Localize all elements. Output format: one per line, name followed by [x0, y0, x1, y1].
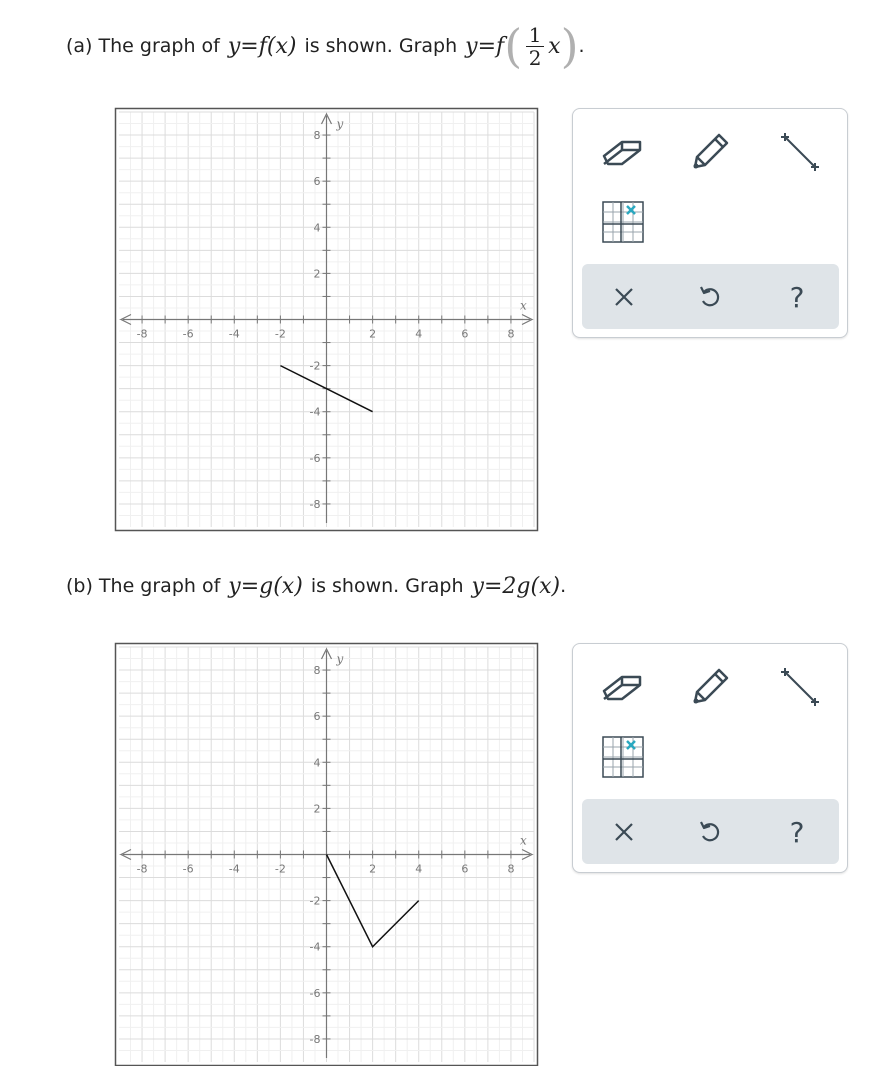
- part-a-middle: is shown. Graph: [304, 35, 458, 57]
- graph-a[interactable]: [115, 108, 538, 531]
- fraction-numerator: 1: [528, 22, 542, 47]
- grid-point-tool-button[interactable]: [598, 197, 648, 247]
- y-tick-label: -6: [309, 986, 321, 1000]
- part-a-target-function: y=f ( $\frac{1}{2}$ x ): [465, 19, 579, 73]
- part-a-prompt: [66, 14, 585, 78]
- y-tick-label: 8: [313, 129, 321, 143]
- toolbox-b: [572, 643, 848, 873]
- x-tick-label: -4: [228, 862, 240, 876]
- part-a-end: .: [578, 35, 585, 57]
- x-tick-label: -6: [182, 327, 194, 341]
- x-tick-label: 8: [507, 327, 515, 341]
- fraction-denominator: 2: [528, 45, 542, 70]
- y-tick-label: 2: [313, 267, 321, 281]
- y-tick-label: -6: [309, 451, 321, 465]
- y-tick-label: 6: [313, 175, 321, 189]
- close-icon: [613, 821, 635, 843]
- y-tick-label: -8: [309, 1032, 321, 1046]
- x-tick-label: -8: [136, 862, 148, 876]
- undo-button[interactable]: [685, 807, 735, 857]
- part-b-target-function: y=2g(x): [471, 573, 561, 599]
- help-button[interactable]: [772, 807, 822, 857]
- x-tick-label: 6: [461, 862, 469, 876]
- x-tick-label: -6: [182, 862, 194, 876]
- y-tick-label: -2: [309, 359, 321, 373]
- grid-point-icon: [601, 200, 645, 244]
- grid-point-tool-button[interactable]: [598, 732, 648, 782]
- part-b-prefix: (b) The graph of: [66, 575, 221, 597]
- graph-b-canvas[interactable]: [115, 643, 538, 1066]
- x-tick-label: 4: [415, 327, 423, 341]
- graph-b[interactable]: [115, 643, 538, 1046]
- part-a-target-var: x: [548, 33, 561, 59]
- toolbox-a: [572, 108, 848, 338]
- part-b-end: .: [560, 575, 567, 597]
- undo-icon: [697, 819, 723, 845]
- y-axis-label: y: [336, 652, 344, 666]
- x-tick-label: -8: [136, 327, 148, 341]
- line-segment-tool-button[interactable]: [775, 127, 825, 177]
- x-tick-label: 2: [369, 862, 377, 876]
- y-tick-label: -4: [309, 405, 321, 419]
- eraser-tool-button[interactable]: [598, 662, 648, 712]
- line-segment-tool-button[interactable]: [775, 662, 825, 712]
- y-axis-label: y: [336, 117, 344, 131]
- part-b-given-function: y=g(x): [228, 573, 303, 599]
- pencil-tool-button[interactable]: [685, 127, 735, 177]
- clear-button[interactable]: [599, 272, 649, 322]
- undo-button[interactable]: [685, 272, 735, 322]
- x-tick-label: -2: [274, 327, 286, 341]
- help-button[interactable]: [772, 272, 822, 322]
- action-bar-b: [582, 799, 839, 864]
- part-b-middle: is shown. Graph: [310, 575, 464, 597]
- undo-icon: [697, 284, 723, 310]
- x-tick-label: 4: [415, 862, 423, 876]
- part-a-prefix: (a) The graph of: [66, 35, 220, 57]
- eraser-icon: [600, 667, 646, 707]
- eraser-tool-button[interactable]: [598, 127, 648, 177]
- clear-button[interactable]: [599, 807, 649, 857]
- x-tick-label: 2: [369, 327, 377, 341]
- graph-a-canvas[interactable]: [115, 108, 538, 531]
- line-segment-icon: [777, 129, 823, 175]
- part-a-target-lead: y=f: [465, 33, 505, 59]
- y-tick-label: 6: [313, 710, 321, 724]
- x-tick-label: 6: [461, 327, 469, 341]
- pencil-icon: [687, 129, 733, 175]
- pencil-icon: [687, 664, 733, 710]
- x-tick-label: -4: [228, 327, 240, 341]
- line-segment-icon: [777, 664, 823, 710]
- y-tick-label: 2: [313, 802, 321, 816]
- part-b-prompt: [66, 566, 566, 606]
- x-tick-label: 8: [507, 862, 515, 876]
- y-tick-label: 4: [313, 221, 321, 235]
- y-tick-label: -4: [309, 940, 321, 954]
- close-icon: [613, 286, 635, 308]
- pencil-tool-button[interactable]: [685, 662, 735, 712]
- part-a-given-function: y=f(x): [227, 33, 297, 59]
- eraser-icon: [600, 132, 646, 172]
- y-tick-label: 4: [313, 756, 321, 770]
- grid-point-icon: [601, 735, 645, 779]
- help-icon: ?: [789, 815, 805, 849]
- y-tick-label: 8: [313, 664, 321, 678]
- x-axis-label: x: [520, 298, 527, 313]
- y-tick-label: -2: [309, 894, 321, 908]
- fraction-one-half: [526, 24, 544, 69]
- y-tick-label: -8: [309, 497, 321, 511]
- help-icon: ?: [789, 280, 805, 314]
- x-tick-label: -2: [274, 862, 286, 876]
- action-bar-a: [582, 264, 839, 329]
- x-axis-label: x: [520, 833, 527, 848]
